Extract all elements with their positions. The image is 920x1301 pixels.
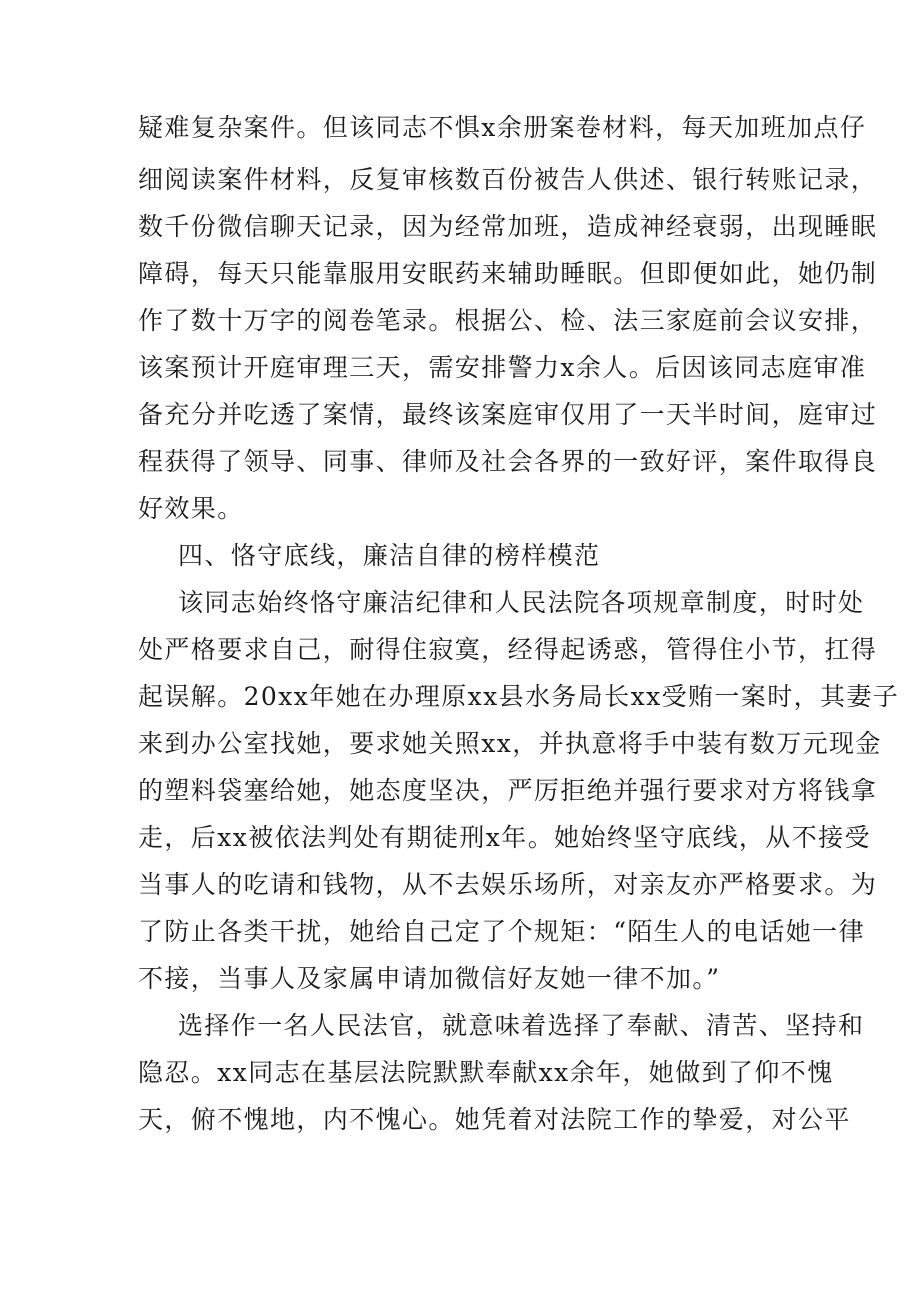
paragraph-line: 该同志始终恪守廉洁纪律和人民法院各项规章制度，时时处 — [178, 588, 865, 617]
paragraph-line: 疑难复杂案件。但该同志不惧x余册案卷材料，每天加班加点仔 — [138, 113, 867, 142]
paragraph-line: 的塑料袋塞给她，她态度坚决，严厉拒绝并强行要求对方将钱拿 — [138, 776, 878, 805]
paragraph-line: 来到办公室找她，要求她关照xx，并执意将手中装有数万元现金 — [138, 729, 882, 758]
section-heading: 四、恪守底线，廉洁自律的榜样模范 — [178, 541, 601, 570]
paragraph-line: 隐忍。xx同志在基层法院默默奉献xx余年，她做到了仰不愧 — [138, 1058, 834, 1087]
paragraph-line: 该案预计开庭审理三天，需安排警力x余人。后因该同志庭审准 — [138, 353, 867, 382]
paragraph-line: 了防止各类干扰，她给自己定了个规矩：“陌生人的电话她一律 — [138, 917, 865, 946]
paragraph-line: 走，后xx被依法判处有期徒刑x年。她始终坚守底线，从不接受 — [138, 823, 871, 852]
paragraph-line: 数千份微信聊天记录，因为经常加班，造成神经衰弱，出现睡眠 — [138, 212, 878, 241]
paragraph-line: 障碍，每天只能靠服用安眠药来辅助睡眠。但即便如此，她仍制 — [138, 259, 878, 288]
paragraph-line: 细阅读案件材料，反复审核数百份被告人供述、银行转账记录， — [138, 165, 878, 194]
paragraph-line: 处严格要求自己，耐得住寂寞，经得起诱惑，管得住小节，扛得 — [138, 635, 878, 664]
paragraph-line: 当事人的吃请和钱物，从不去娱乐场所，对亲友亦严格要求。为 — [138, 870, 878, 899]
paragraph-line: 好效果。 — [138, 494, 244, 523]
paragraph-line: 选择作一名人民法官，就意味着选择了奉献、清苦、坚持和 — [178, 1011, 865, 1040]
paragraph-line: 起误解。20xx年她在办理原xx县水务局长xx受贿一案时，其妻子 — [138, 682, 900, 711]
paragraph-line: 程获得了领导、同事、律师及社会各界的一致好评，案件取得良 — [138, 447, 878, 476]
paragraph-line: 天，俯不愧地，内不愧心。她凭着对法院工作的挚爱，对公平 — [138, 1105, 851, 1134]
paragraph-line: 备充分并吃透了案情，最终该案庭审仅用了一天半时间，庭审过 — [138, 400, 878, 429]
paragraph-line: 不接，当事人及家属申请加微信好友她一律不加。” — [138, 964, 721, 993]
paragraph-line: 作了数十万字的阅卷笔录。根据公、检、法三家庭前会议安排， — [138, 306, 878, 335]
